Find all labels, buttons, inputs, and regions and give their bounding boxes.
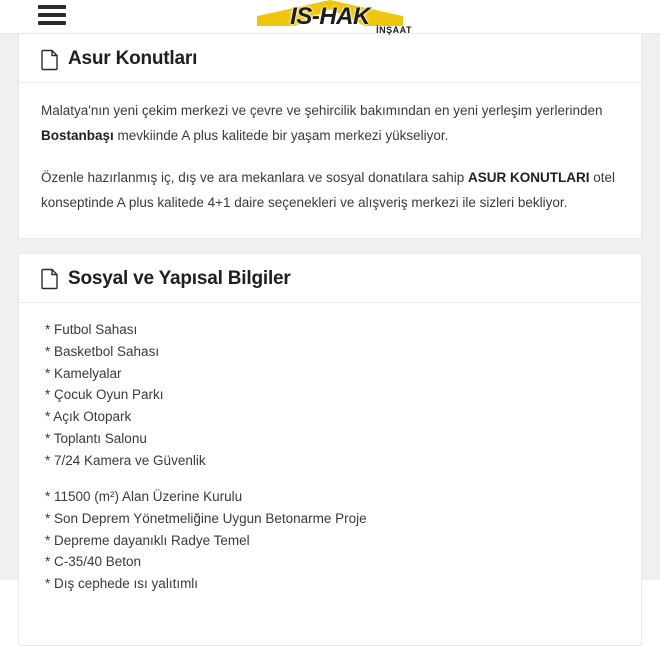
list-item: * 7/24 Kamera ve Güvenlik bbox=[45, 453, 206, 469]
paragraph-1-part-3: mevkiinde A plus kalitede bir yaşam merkezi yükseliyor. bbox=[113, 127, 449, 143]
feature-list bbox=[19, 303, 641, 645]
hamburger-menu-icon[interactable] bbox=[38, 2, 66, 28]
section-card-sosyal-yapisal-bilgiler bbox=[18, 253, 642, 646]
paragraph-1-part-1: Malatya'nın yeni çekim merkezi ve çevre ve şehircilik bakımından en yeni yerleşim yerlerinden bbox=[41, 103, 603, 118]
site-header bbox=[0, 0, 660, 34]
section-header bbox=[19, 34, 641, 83]
section-body bbox=[19, 83, 641, 238]
section-card-asur-konutlari bbox=[18, 34, 642, 239]
hamburger-bar bbox=[38, 5, 66, 9]
paragraph-2-part-3: otel konseptinde A plus kalitede 4+1 daire seçenekleri ve alışveriş merkezi ile sizleri bekliyor. bbox=[41, 169, 615, 210]
site-logo[interactable] bbox=[230, 0, 430, 38]
section-title: Sosyal ve Yapısal Bilgiler bbox=[68, 267, 291, 289]
paragraph-2 bbox=[41, 166, 619, 216]
paragraph-2-part-1: Özenle hazırlanmış iç, dış ve ara mekanlara ve sosyal donatılara sahip bbox=[41, 169, 468, 185]
list-item: * Açık Otopark bbox=[45, 409, 132, 425]
paragraph-1 bbox=[41, 99, 619, 149]
content-bottom-spacer bbox=[45, 595, 619, 635]
list-item: * Basketbol Sahası bbox=[45, 343, 160, 359]
section-header bbox=[19, 254, 641, 303]
hamburger-bar bbox=[38, 13, 66, 17]
list-group-separator bbox=[45, 472, 619, 486]
page-title: Asur Konutları bbox=[68, 48, 198, 69]
document-icon bbox=[41, 49, 59, 70]
hamburger-bar bbox=[38, 21, 66, 25]
list-item: * Dış cephede ısı yalıtımlı bbox=[45, 576, 199, 592]
list-item: * Kamelyalar bbox=[45, 365, 122, 381]
paragraph-1-highlight: Bostanbaşı bbox=[41, 127, 114, 143]
list-item: * 11500 (m²) Alan Üzerine Kurulu bbox=[45, 488, 243, 504]
logo-subtext: İNŞAAT bbox=[376, 25, 412, 35]
list-item: * Futbol Sahası bbox=[45, 321, 138, 337]
list-item: * Depreme dayanıklı Radye Temel bbox=[45, 532, 250, 548]
list-item: * Son Deprem Yönetmeliğine Uygun Betonarme Proje bbox=[45, 510, 367, 526]
list-item: * Çocuk Oyun Parkı bbox=[45, 387, 164, 403]
list-item: * C-35/40 Beton bbox=[45, 554, 142, 570]
document-icon bbox=[41, 268, 59, 289]
list-item: * Toplantı Salonu bbox=[45, 431, 147, 447]
paragraph-2-highlight: ASUR KONUTLARI bbox=[467, 169, 590, 185]
logo-text: IS-HAK bbox=[290, 3, 370, 30]
